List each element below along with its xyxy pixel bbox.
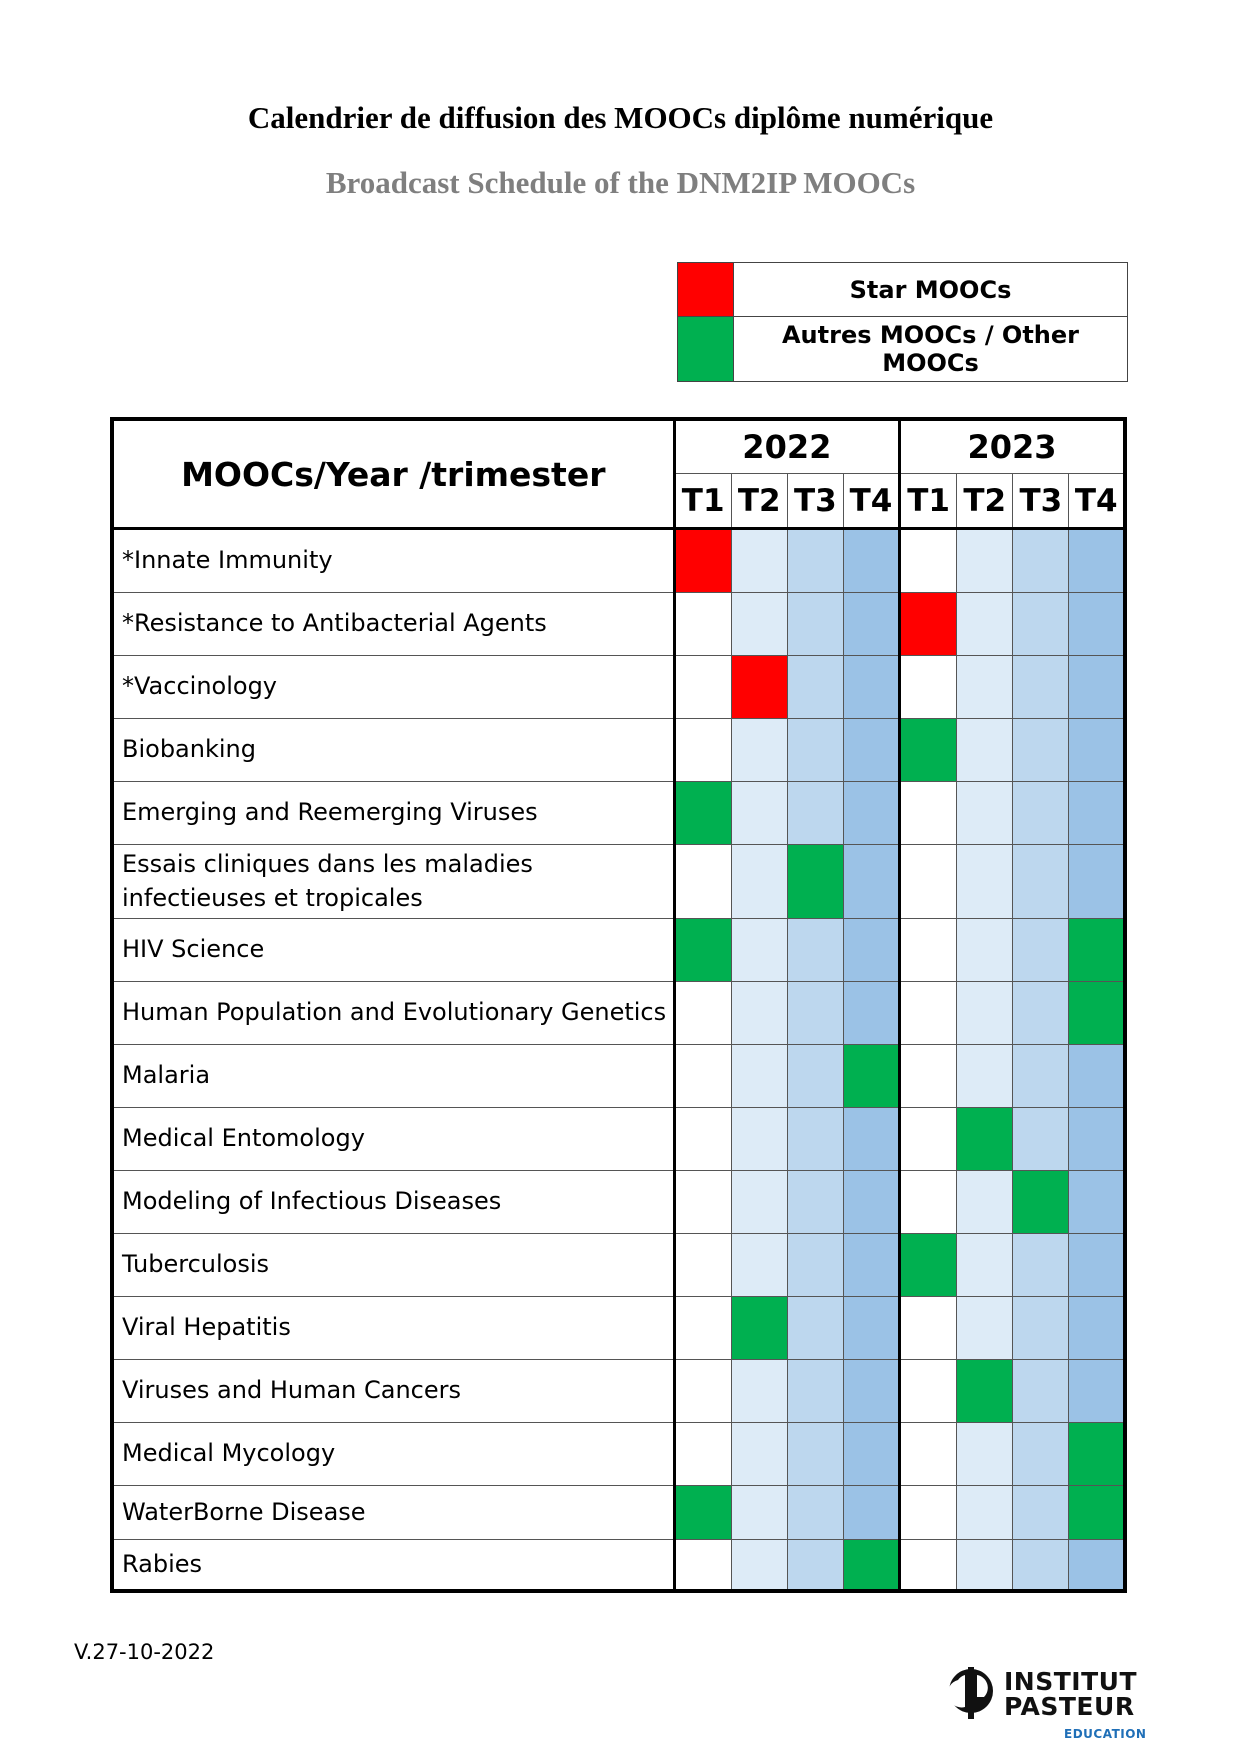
schedule-cell: [1013, 1234, 1069, 1297]
schedule-table: [110, 417, 1127, 1593]
mooc-name: Medical Entomology: [112, 1108, 674, 1171]
schedule-cell: [1013, 593, 1069, 656]
schedule-cell-other: [900, 1234, 957, 1297]
schedule-cell: [674, 1423, 731, 1486]
table-row: [112, 919, 1125, 982]
schedule-cell: [787, 982, 843, 1045]
schedule-cell: [1013, 845, 1069, 919]
mooc-name: Rabies: [112, 1540, 674, 1592]
schedule-cell: [900, 1360, 957, 1423]
legend-row-star: [678, 263, 1128, 317]
schedule-cell: [674, 982, 731, 1045]
schedule-cell: [731, 719, 787, 782]
schedule-cell: [787, 1045, 843, 1108]
schedule-cell: [1069, 1045, 1125, 1108]
schedule-cell: [1013, 719, 1069, 782]
schedule-cell-other: [674, 919, 731, 982]
schedule-cell: [900, 982, 957, 1045]
header-quarter: T1: [674, 474, 731, 529]
schedule-cell: [957, 529, 1013, 593]
schedule-cell: [1069, 719, 1125, 782]
schedule-cell: [900, 1486, 957, 1540]
header-quarter: T2: [957, 474, 1013, 529]
schedule-cell: [1069, 1234, 1125, 1297]
legend-row-other: [678, 317, 1128, 382]
schedule-cell-other: [1069, 919, 1125, 982]
logo-text-line3: EDUCATION: [1064, 1727, 1147, 1741]
schedule-cell: [957, 719, 1013, 782]
schedule-cell: [843, 845, 899, 919]
mooc-name: WaterBorne Disease: [112, 1486, 674, 1540]
schedule-cell-other: [843, 1540, 899, 1592]
table-row: [112, 1486, 1125, 1540]
schedule-cell: [674, 1297, 731, 1360]
schedule-cell: [1069, 1540, 1125, 1592]
schedule-cell-other: [1069, 1423, 1125, 1486]
schedule-cell: [957, 782, 1013, 845]
schedule-cell: [1013, 1540, 1069, 1592]
schedule-cell: [731, 1234, 787, 1297]
schedule-cell: [1013, 1360, 1069, 1423]
table-row: [112, 845, 1125, 919]
schedule-cell: [900, 656, 957, 719]
schedule-cell: [843, 1486, 899, 1540]
schedule-cell: [1013, 1108, 1069, 1171]
table-row: [112, 1423, 1125, 1486]
schedule-cell: [1013, 1045, 1069, 1108]
schedule-cell: [1069, 782, 1125, 845]
schedule-cell: [1013, 982, 1069, 1045]
table-row: [112, 1108, 1125, 1171]
logo-text-line1: INSTITUT: [1004, 1667, 1137, 1696]
schedule-cell: [787, 1540, 843, 1592]
schedule-cell: [787, 1486, 843, 1540]
schedule-cell: [787, 1171, 843, 1234]
schedule-cell: [674, 1045, 731, 1108]
mooc-name: Emerging and Reemerging Viruses: [112, 782, 674, 845]
schedule-cell: [731, 1423, 787, 1486]
schedule-cell: [787, 593, 843, 656]
pasteur-logo-icon: [946, 1667, 996, 1719]
schedule-cell: [674, 1540, 731, 1592]
schedule-cell-other: [1013, 1171, 1069, 1234]
table-row: [112, 719, 1125, 782]
header-quarter: T3: [1013, 474, 1069, 529]
page-title: Calendrier de diffusion des MOOCs diplôme numérique: [247, 100, 994, 135]
schedule-cell-other: [1069, 982, 1125, 1045]
schedule-cell: [674, 845, 731, 919]
mooc-name: Malaria: [112, 1045, 674, 1108]
mooc-name: Human Population and Evolutionary Genetics: [112, 982, 674, 1045]
header-quarter: T1: [900, 474, 957, 529]
schedule-cell: [731, 1108, 787, 1171]
schedule-cell: [843, 982, 899, 1045]
schedule-cell: [1069, 1360, 1125, 1423]
schedule-cell: [731, 782, 787, 845]
schedule-cell: [787, 1423, 843, 1486]
schedule-cell: [900, 1540, 957, 1592]
schedule-cell: [674, 656, 731, 719]
schedule-cell: [900, 529, 957, 593]
header-label: MOOCs/Year /trimester: [112, 419, 674, 529]
schedule-cell: [900, 919, 957, 982]
schedule-cell: [674, 1171, 731, 1234]
mooc-name: Medical Mycology: [112, 1423, 674, 1486]
header-row-years: [112, 419, 1125, 474]
schedule-cell: [1013, 1486, 1069, 1540]
table-row: [112, 1234, 1125, 1297]
page-subtitle: Broadcast Schedule of the DNM2IP MOOCs: [325, 165, 916, 200]
schedule-cell: [957, 593, 1013, 656]
schedule-cell: [957, 1540, 1013, 1592]
table-row: [112, 1360, 1125, 1423]
schedule-cell-star: [900, 593, 957, 656]
table-row: [112, 1297, 1125, 1360]
schedule-cell: [843, 1423, 899, 1486]
legend-label-star: Star MOOCs: [734, 263, 1128, 317]
schedule-cell: [787, 656, 843, 719]
schedule-cell: [900, 1171, 957, 1234]
schedule-cell: [1013, 1297, 1069, 1360]
legend-swatch-star: [678, 263, 734, 317]
schedule-cell: [957, 982, 1013, 1045]
logo-text-line2: PASTEUR: [1004, 1692, 1135, 1721]
mooc-name: *Vaccinology: [112, 656, 674, 719]
schedule-cell: [1069, 1171, 1125, 1234]
schedule-cell: [787, 782, 843, 845]
schedule-cell: [900, 1423, 957, 1486]
mooc-name: Viral Hepatitis: [112, 1297, 674, 1360]
schedule-cell: [1069, 1297, 1125, 1360]
schedule-cell: [843, 782, 899, 845]
schedule-cell: [731, 845, 787, 919]
schedule-cell: [731, 1045, 787, 1108]
schedule-cell: [843, 919, 899, 982]
schedule-cell: [1069, 656, 1125, 719]
schedule-cell: [674, 719, 731, 782]
schedule-cell: [900, 1108, 957, 1171]
header-year-2022: 2022: [674, 419, 899, 474]
schedule-cell-other: [674, 1486, 731, 1540]
schedule-cell: [900, 1045, 957, 1108]
schedule-cell: [1069, 593, 1125, 656]
schedule-cell: [843, 656, 899, 719]
table-row: [112, 782, 1125, 845]
schedule-cell: [1013, 529, 1069, 593]
schedule-cell-other: [900, 719, 957, 782]
header-quarter: T4: [843, 474, 899, 529]
schedule-cell: [1013, 1423, 1069, 1486]
header-year-2023: 2023: [900, 419, 1125, 474]
schedule-cell: [674, 1108, 731, 1171]
table-row: [112, 656, 1125, 719]
schedule-cell: [843, 1234, 899, 1297]
schedule-cell-other: [957, 1360, 1013, 1423]
schedule-cell: [731, 529, 787, 593]
table-row: [112, 1045, 1125, 1108]
mooc-name: Essais cliniques dans les maladies infectieuses et tropicales: [112, 845, 674, 919]
schedule-cell: [957, 1423, 1013, 1486]
schedule-cell-other: [843, 1045, 899, 1108]
legend: [677, 262, 1128, 382]
institut-pasteur-logo: [946, 1667, 1147, 1747]
schedule-cell: [957, 1486, 1013, 1540]
schedule-cell: [843, 1108, 899, 1171]
table-row: [112, 1540, 1125, 1592]
schedule-cell: [1069, 845, 1125, 919]
table-row: [112, 593, 1125, 656]
schedule-cell: [843, 593, 899, 656]
schedule-cell: [731, 1540, 787, 1592]
table-row: [112, 1171, 1125, 1234]
table-row: [112, 529, 1125, 593]
schedule-cell: [900, 782, 957, 845]
schedule-cell: [843, 1360, 899, 1423]
mooc-name: HIV Science: [112, 919, 674, 982]
schedule-cell: [957, 845, 1013, 919]
schedule-cell: [674, 1360, 731, 1423]
schedule-cell: [900, 1297, 957, 1360]
header-quarter: T3: [787, 474, 843, 529]
schedule-cell: [957, 1045, 1013, 1108]
schedule-cell-star: [674, 529, 731, 593]
schedule-cell: [731, 982, 787, 1045]
mooc-name: Biobanking: [112, 719, 674, 782]
schedule-cell: [674, 593, 731, 656]
mooc-name: *Resistance to Antibacterial Agents: [112, 593, 674, 656]
schedule-cell: [957, 1297, 1013, 1360]
schedule-cell-star: [731, 656, 787, 719]
schedule-cell-other: [787, 845, 843, 919]
schedule-cell: [843, 1171, 899, 1234]
schedule-cell-other: [731, 1297, 787, 1360]
mooc-name: Tuberculosis: [112, 1234, 674, 1297]
schedule-cell: [731, 919, 787, 982]
schedule-cell: [957, 919, 1013, 982]
header-quarter: T4: [1069, 474, 1125, 529]
schedule-cell: [843, 529, 899, 593]
schedule-cell: [843, 1297, 899, 1360]
table-row: [112, 982, 1125, 1045]
schedule-cell: [787, 719, 843, 782]
schedule-cell-other: [957, 1108, 1013, 1171]
header-quarter: T2: [731, 474, 787, 529]
schedule-cell: [1013, 919, 1069, 982]
version-label: V.27-10-2022: [74, 1640, 215, 1664]
schedule-cell: [731, 1486, 787, 1540]
schedule-cell: [900, 845, 957, 919]
schedule-cell: [843, 719, 899, 782]
schedule-cell: [957, 1171, 1013, 1234]
schedule-cell: [1013, 782, 1069, 845]
schedule-cell: [674, 1234, 731, 1297]
legend-label-other: Autres MOOCs / Other MOOCs: [734, 317, 1128, 382]
schedule-cell: [731, 1171, 787, 1234]
schedule-cell: [957, 656, 1013, 719]
mooc-name: Modeling of Infectious Diseases: [112, 1171, 674, 1234]
schedule-cell: [1013, 656, 1069, 719]
schedule-cell: [787, 1360, 843, 1423]
mooc-name: Viruses and Human Cancers: [112, 1360, 674, 1423]
schedule-cell: [1069, 1108, 1125, 1171]
schedule-cell: [787, 1297, 843, 1360]
legend-swatch-other: [678, 317, 734, 382]
schedule-cell: [957, 1234, 1013, 1297]
schedule-cell: [787, 1108, 843, 1171]
schedule-cell: [1069, 529, 1125, 593]
schedule-cell-other: [674, 782, 731, 845]
schedule-cell: [787, 529, 843, 593]
schedule-body: [112, 529, 1125, 1592]
schedule-cell: [731, 1360, 787, 1423]
schedule-cell-other: [1069, 1486, 1125, 1540]
schedule-cell: [731, 593, 787, 656]
mooc-name: *Innate Immunity: [112, 529, 674, 593]
schedule-cell: [787, 919, 843, 982]
schedule-cell: [787, 1234, 843, 1297]
